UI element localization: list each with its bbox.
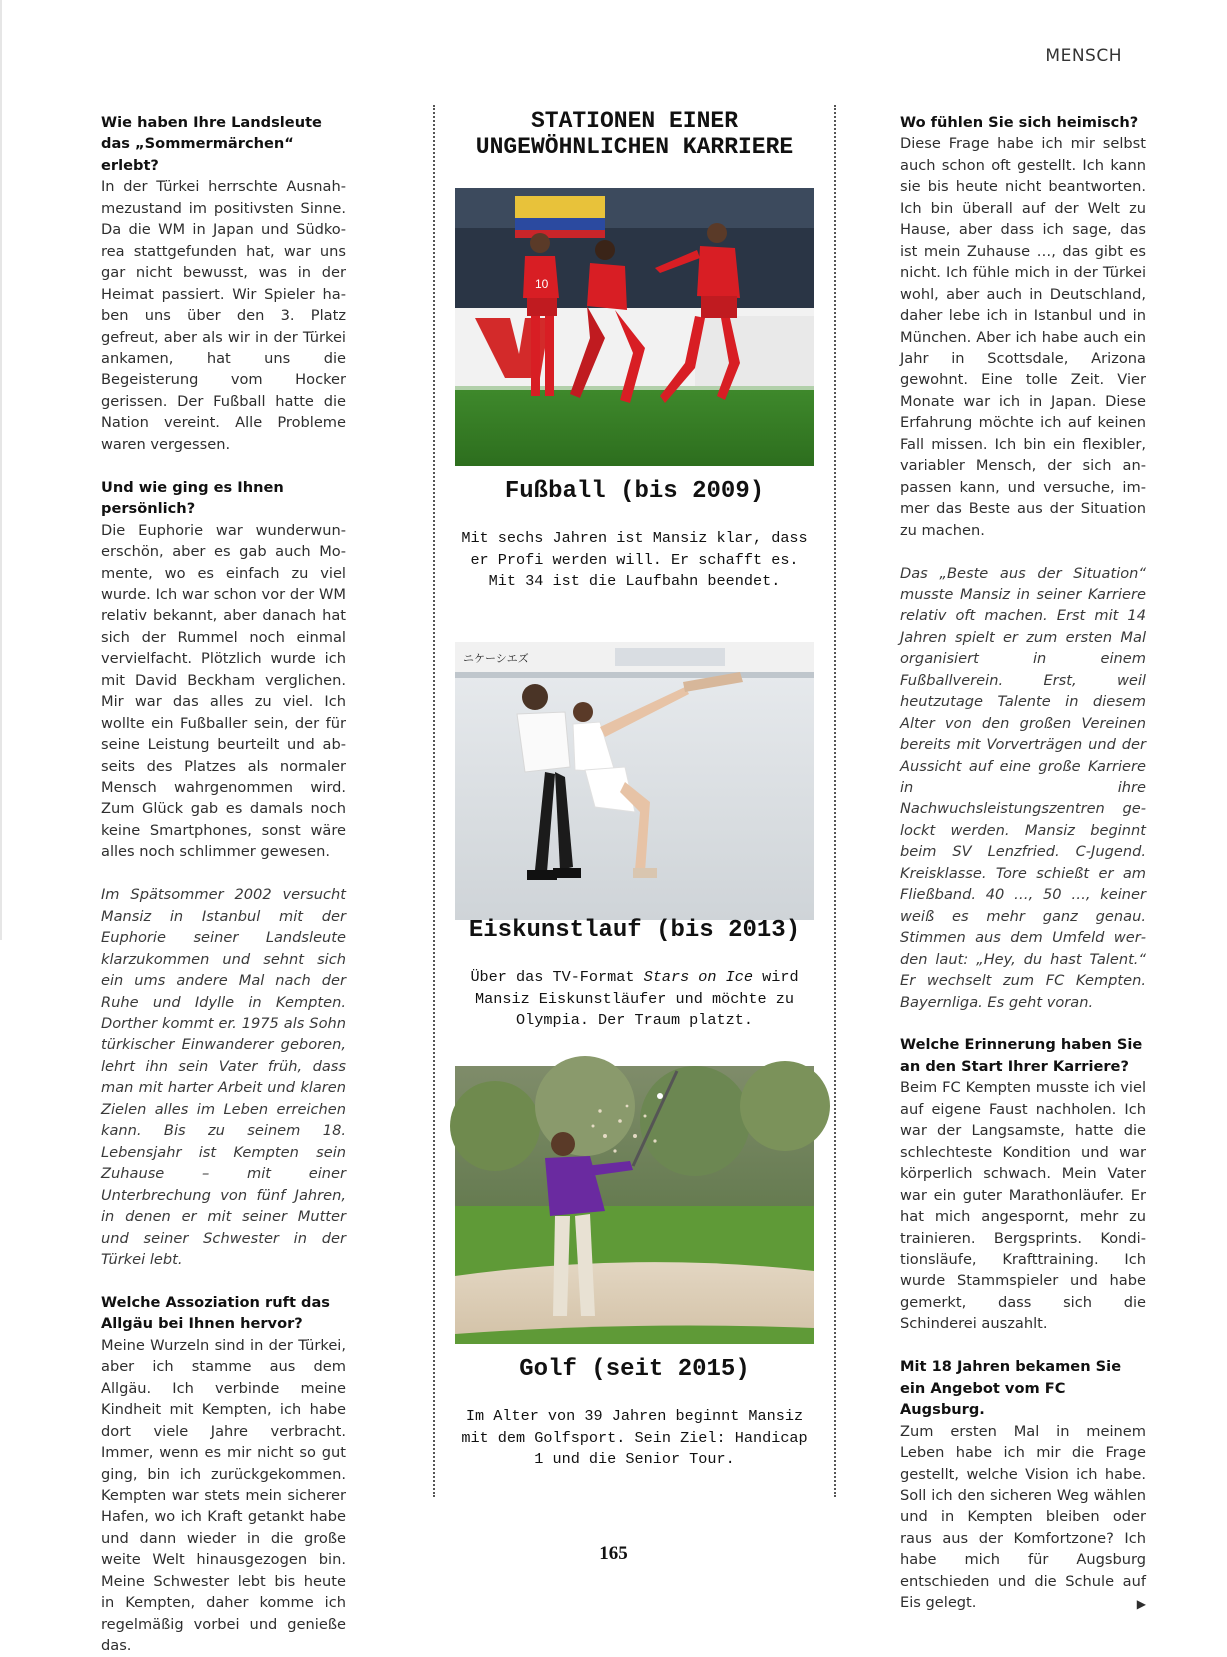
football-photo	[455, 188, 814, 466]
question-fc-augsburg: Mit 18 Jahren bekamen Sie ein Angebot vom FC Augsburg.	[900, 1358, 1122, 1419]
intro-beste-aus-der-situation: Das „Beste aus der Situation“ musste Mansiz in seiner Karriere relativ oft machen. Erst mit 14 Jahren spielt er zum ersten Mal organisiert in einem Fußballverein. Erst, weil heutzutage Talente in diesem Alter von den großen Vereinen bereits mit Vorverträgen und der Aussicht auf eine große Karriere in ihre Nachwuchsleistungszentren gelockt werden. Mansiz beginnt beim SV Lenzfried. C-Jugend. Kreisklasse. Tore schießt er am Fließband. 40 …, 50 …, keiner weiß es mehr ganz genau. Stimmen aus dem Umfeld werden laut: „Hey, du hast Talent.“ Er wechselt zum FC Kempten. Bayernliga. Es geht voran.	[900, 564, 1146, 1011]
left-column	[101, 112, 346, 1657]
page-edge	[0, 0, 2, 940]
ice-skating-photo	[455, 642, 814, 920]
answer-fc-augsburg	[900, 1421, 1146, 1614]
stage-title-fussball: Fußball (bis 2009)	[504, 478, 765, 505]
stations-title: STATIONEN EINER UNGEWÖHNLICHEN KARRIERE	[475, 108, 794, 160]
question-heimisch: Wo fühlen Sie sich heimisch?	[900, 114, 1139, 131]
stage-title-eiskunstlauf: Eiskunstlauf (bis 2013)	[468, 917, 801, 944]
intro-istanbul: Im Spätsommer 2002 versucht Mansiz in Istanbul mit der Euphorie seiner Landsleute klarzukommen und sehnt sich ein ums andere Mal nach der Ruhe und Idylle in Kempten. Dorther kommt er. 1975 als Sohn türkischer Einwanderer geboren, lehrt ihn sein Vater früh, dass man mit harter Arbeit und klaren Zielen alles im Leben erreichen kann. Bis zu seinem 18. Lebensjahr ist Kempten sein Zuhause – mit einer Unterbrechung von fünf Jahren, in denen er mit seiner Mutter und seiner Schwester in der Türkei lebt.	[101, 886, 346, 1268]
question-allgaeu: Welche Assoziation ruft das Allgäu bei Ihnen hervor?	[101, 1293, 330, 1333]
stage-text-eiskunstlauf	[455, 967, 814, 1032]
continue-arrow-icon: ▶	[1136, 1597, 1146, 1612]
stage-title-golf: Golf (seit 2015)	[519, 1356, 750, 1383]
answer-allgaeu: Meine Wurzeln sind in der Türkei, aber ich stamme aus dem Allgäu. Ich verbinde meine Kindheit mit Kempten, ich habe dort viele Jahre verbracht. Immer, wenn es mir nicht so gut ging, bin ich zurückgekommen. Kempten war stets mein sicherer Hafen, wo ich Kraft getankt habe und dann wieder in die große weite Welt hinausgezogen bin. Meine Schwester lebt bis heute in Kempten, daher komme ich regelmäßig vorbei und genieße das.	[101, 1336, 346, 1655]
question-start-karriere: Welche Erinnerung haben Sie an den Start Ihrer Karriere?	[900, 1036, 1143, 1075]
jersey-number: 10	[535, 277, 549, 291]
stage-text-eiskunstlauf-part2: wird Mansiz Eiskunstläufer und möchte zu Olympia. Der Traum platzt.	[475, 968, 799, 1029]
stage-text-eiskunstlauf-part1: Über das TV-Format	[470, 968, 644, 986]
stage-text-golf: Im Alter von 39 Jahren beginnt Mansiz mit dem Golfsport. Sein Ziel: Handicap 1 und die Senior Tour.	[461, 1407, 808, 1468]
question-sommermaerchen: Wie haben Ihre Landsleute das „Sommermärchen“ erlebt?	[101, 114, 322, 174]
career-stations-box	[455, 108, 814, 1498]
answer-sommermaerchen: In der Türkei herrschte Ausnahmezustand im positivsten Sinne. Da die WM in Japan und Südkorea stattgefunden hat, war uns gar nicht bewusst, was in der Heimat passiert. Wir Spieler haben uns über den 3. Platz gefreut, aber als wir in der Türkei ankamen, hat uns die Begeisterung vom Hocker gerissen. Der Fußball hatte die Nation vereint. Alle Probleme waren vergessen.	[101, 178, 346, 453]
page-number: 165	[599, 1543, 628, 1564]
golf-photo	[455, 1066, 814, 1344]
dotted-divider-left	[433, 105, 435, 1497]
stage-text-fussball: Mit sechs Jahren ist Mansiz klar, dass er Profi werden will. Er schafft es. Mit 34 ist die Laufbahn beendet.	[461, 529, 808, 590]
answer-start-karriere: Beim FC Kempten musste ich viel auf eigene Faust nachholen. Ich war der Langsamste, hatte die schlechteste Kondition und war körperlich schwach. Mein Vater war ein guter Marathonläufer. Er hat mich angespornt, mehr zu trainieren. Bergsprints. Konditionsläufe, Krafttraining. Ich wurde Stammspieler und habe gemerkt, dass sich die Schinderei auszahlt.	[900, 1079, 1146, 1333]
tv-format-name: Stars on Ice	[643, 968, 753, 986]
answer-fc-augsburg-text: Zum ersten Mal in meinem Leben habe ich mir die Frage gestellt, welche Vision ich habe. Soll ich den sicheren Weg wählen und in Kempten bleiben oder raus aus der Komfortzone? Ich habe mich für Augsburg entschieden und die Schule auf Eis gelegt.	[900, 1422, 1146, 1612]
answer-heimisch: Diese Frage habe ich mir selbst auch schon oft gestellt. Ich kann sie bis heute nicht beantworten. Ich bin überall auf der Welt zu Hause, aber dass ich sage, das ist mein Zuhause …, das gibt es nicht. Ich fühle mich in der Türkei wohl, aber auch in Deutschland, daher lebe ich in Istanbul und in München. Aber ich habe auch ein Jahr in Scottsdale, Arizona gewohnt. Eine tolle Zeit. Vier Monate war ich in Japan. Diese Erfahrung möchte ich auf keinen Fall missen. Ich bin ein flexibler, variabler Mensch, der sich anpassen kann, und versuche, immer das Beste aus der Situation zu machen.	[900, 135, 1146, 539]
dotted-divider-right	[834, 105, 836, 1497]
right-column	[900, 112, 1146, 1616]
question-persoenlich: Und wie ging es Ihnen persönlich?	[101, 478, 284, 518]
section-label: MENSCH	[1045, 46, 1122, 66]
answer-persoenlich: Die Euphorie war wunderwunerschön, aber es gab auch Momente, wo es einfach zu viel wurde. Ich war schon vor der WM relativ bekannt, aber danach hat sich der Rummel noch einmal vervielfacht. Plötzlich wurde ich mit David Beckham verglichen. Mir war das alles zu viel. Ich wollte ein Fußballer sein, der für seine Leistung beurteilt und abseits des Platzes als normaler Mensch wahrgenommen wird. Zum Glück gab es damals noch keine Smartphones, sonst wäre alles noch schlimmer gewesen.	[101, 521, 346, 861]
ice-rink-banner: ニケーシエズ	[463, 652, 529, 665]
